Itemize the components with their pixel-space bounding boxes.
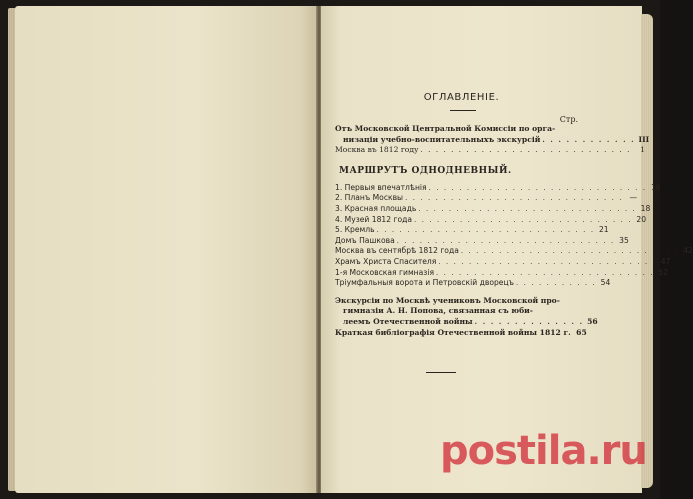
- section-heading: МАРШРУТЪ ОДНОДНЕВНЫЙ.: [339, 165, 512, 176]
- leader-dots: . . . . . . . . . . . . . . . . . . . . . . . . . . . . .: [418, 204, 637, 213]
- page-number: 18: [640, 203, 651, 213]
- toc-entry-excursions: [335, 295, 598, 328]
- leader-dots: . . . . . . . . . . . . . . . . . . . . . . . . . . . . .: [438, 257, 657, 266]
- entry-line: Экскурсiи по Москвѣ учениковъ Московской про-: [335, 295, 560, 305]
- toc-title: ОГЛАВЛЕНIЕ.: [423, 92, 500, 103]
- entry-text: 4. Музей 1812 года: [335, 214, 413, 224]
- page-number: 56: [587, 316, 598, 326]
- left-page-blank: [15, 6, 318, 493]
- leader-dots: . . . . . . . . . . . . . . . . . . . . . . . . . . . . .: [414, 215, 633, 224]
- entry-text: Трiумфальныя ворота и Петровскiй дворецъ: [335, 278, 515, 288]
- page-number: 16: [650, 182, 661, 192]
- page-number: 47: [660, 256, 671, 266]
- page-number: 65: [576, 327, 587, 337]
- toc-entry: [335, 278, 611, 289]
- leader-dots: . . . . . . . . . . .: [516, 279, 597, 288]
- page-number: 35: [619, 235, 629, 245]
- entry-line: леемъ Отечественной войны: [343, 316, 473, 326]
- toc-entry: [335, 145, 645, 156]
- watermark-logo: postila.ru: [440, 428, 647, 474]
- leader-dots: . . . . . . . . . . . . . . . . . . . . . . . . . . . . .: [376, 226, 595, 235]
- leader-dots: . . . . . . . . . . . . . . . . . . . . . . . . . . . . .: [460, 247, 679, 256]
- page-number: 20: [636, 214, 647, 224]
- leader-dots: . . . . . . . . . . . . . .: [474, 316, 584, 326]
- entry-text: Москва въ сентябрѣ 1812 года: [335, 246, 459, 256]
- toc-entry: [335, 267, 669, 279]
- bottom-rule: [426, 372, 456, 373]
- entry-text: 3. Красная площадь: [335, 203, 417, 213]
- page-column-header: Стр.: [559, 115, 578, 124]
- leader-dots: . . . . . . . . . . . . . . . . . . . . . . . . . . . . .: [436, 268, 655, 277]
- entry-line: низацiи учебно-воспитательныхъ экскурсiй: [343, 134, 541, 144]
- leader-dots: . . . . . . . . . . . . . . . . . . . . . . . . . . . . .: [396, 236, 615, 245]
- entry-text: Домъ Пашкова: [335, 235, 395, 245]
- toc-entry: [335, 182, 661, 194]
- leader-dots: . . . . . . . . . . . .: [542, 134, 636, 144]
- entry-line: Отъ Московской Центральной Комиссiи по орга-: [335, 124, 556, 133]
- toc-entry: [335, 203, 651, 215]
- page-number: 52: [658, 267, 669, 277]
- leader-dots: . . . . . . . . . . . . . . . . . . . . . . . . . . . . .: [428, 183, 647, 192]
- toc-entry: [335, 214, 647, 226]
- toc-entry-bibliography: [335, 327, 587, 339]
- leader-dots: . . . . . . . . . . . . . . . . . . . . . . . . . . . .: [420, 146, 631, 155]
- entry-text: 2. Планъ Москвы: [335, 193, 404, 203]
- entry-text: Храмъ Христа Спасителя: [335, 256, 437, 266]
- entry-text: 5. Кремль: [335, 225, 375, 235]
- table-of-contents: [335, 92, 693, 338]
- toc-entry: [335, 246, 693, 257]
- entry-text: Краткая библiографiя Отечественной войны 1812 г.: [335, 327, 571, 337]
- toc-entry: [335, 193, 638, 204]
- page-number: 1: [640, 145, 645, 155]
- entry-text: 1. Первыя впечатлѣнiя: [335, 182, 427, 192]
- toc-entry: [335, 225, 609, 236]
- page-number: 42: [683, 246, 693, 256]
- toc-entry-commission: [335, 124, 650, 145]
- entry-text: Москва въ 1812 году: [335, 145, 419, 155]
- toc-entry: [335, 235, 629, 247]
- page-number: III: [638, 134, 650, 144]
- page-number: 21: [598, 225, 609, 235]
- toc-entry: [335, 256, 671, 268]
- entry-text: 1-я Московская гимназiя: [335, 267, 435, 277]
- page-number: —: [629, 193, 638, 203]
- title-rule: [450, 110, 476, 111]
- page-number: 54: [600, 278, 611, 288]
- leader-dots: . . . . . . . . . . . . . . . . . . . . . . . . . . . . .: [405, 194, 624, 203]
- toc-items: [335, 182, 693, 289]
- entry-line: гимназiи А. Н. Попова, связанная съ юби-: [343, 306, 533, 316]
